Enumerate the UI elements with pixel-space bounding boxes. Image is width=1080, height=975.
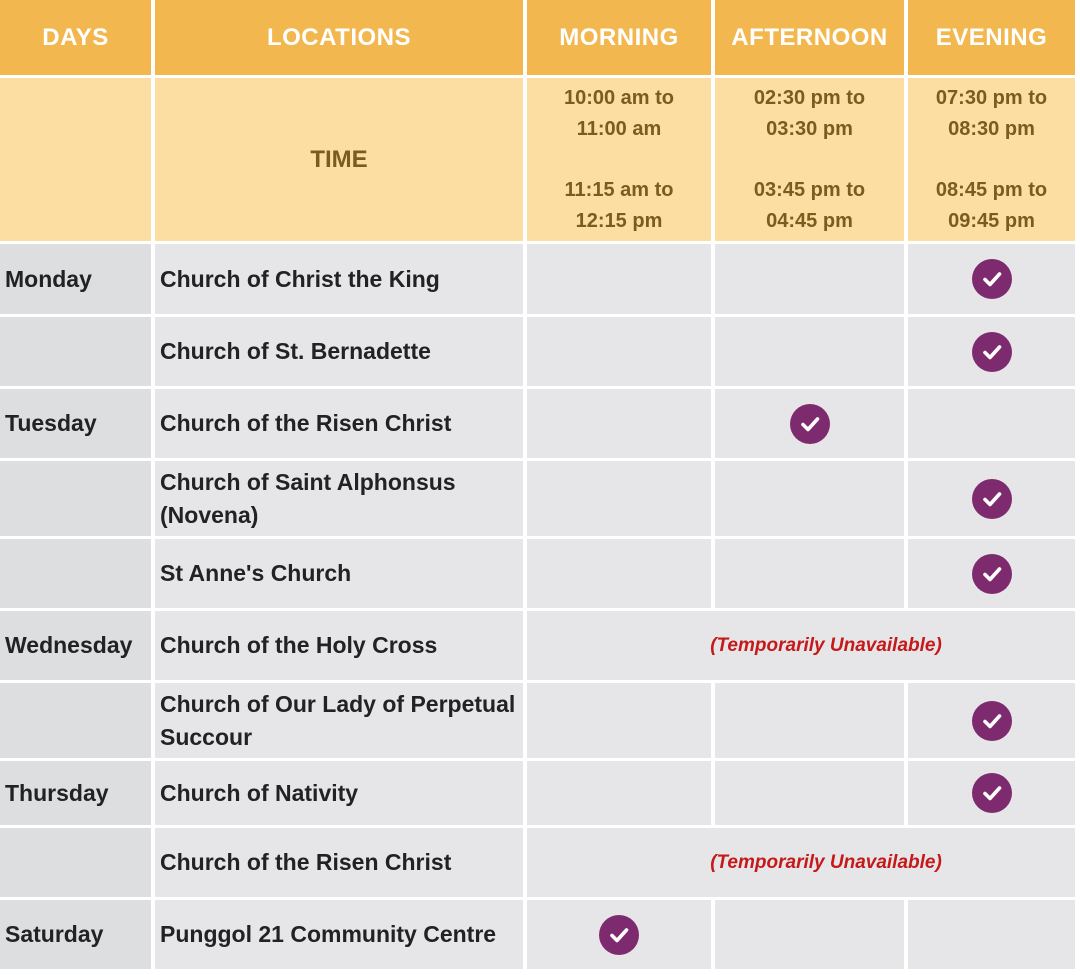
morning-slot-cell xyxy=(527,761,711,825)
day-cell: Wednesday xyxy=(0,611,151,680)
day-cell xyxy=(0,683,151,758)
time-empty-cell xyxy=(0,78,151,241)
check-circle-icon xyxy=(972,773,1012,813)
evening-slot-cell xyxy=(908,900,1075,969)
time-morning-slot-2: 11:15 am to 12:15 pm xyxy=(564,178,674,232)
morning-slot-cell xyxy=(527,461,711,536)
day-cell xyxy=(0,828,151,897)
afternoon-slot-cell xyxy=(715,900,904,969)
check-circle-icon xyxy=(972,259,1012,299)
afternoon-slot-cell xyxy=(715,761,904,825)
day-cell xyxy=(0,461,151,536)
location-cell: Church of the Risen Christ xyxy=(155,389,523,458)
evening-slot-cell xyxy=(908,683,1075,758)
check-circle-icon xyxy=(972,701,1012,741)
header-days: DAYS xyxy=(0,0,151,75)
afternoon-slot-cell xyxy=(715,539,904,608)
time-afternoon xyxy=(715,78,904,241)
morning-slot-cell xyxy=(527,683,711,758)
day-cell: Thursday xyxy=(0,761,151,825)
location-cell: Church of Our Lady of Perpetual Succour xyxy=(155,683,523,758)
check-circle-icon xyxy=(972,554,1012,594)
location-cell: Church of the Holy Cross xyxy=(155,611,523,680)
evening-slot-cell xyxy=(908,389,1075,458)
header-locations: LOCATIONS xyxy=(155,0,523,75)
location-cell: Church of Nativity xyxy=(155,761,523,825)
day-cell xyxy=(0,539,151,608)
afternoon-slot-cell xyxy=(715,317,904,386)
morning-slot-cell xyxy=(527,389,711,458)
check-circle-icon xyxy=(972,479,1012,519)
location-cell: Church of Saint Alphonsus (Novena) xyxy=(155,461,523,536)
day-cell xyxy=(0,317,151,386)
location-cell: Church of Christ the King xyxy=(155,244,523,314)
evening-slot-cell xyxy=(908,317,1075,386)
evening-slot-cell xyxy=(908,761,1075,825)
time-evening xyxy=(908,78,1075,241)
header-evening: EVENING xyxy=(908,0,1075,75)
unavailable-label: (Temporarily Unavailable) xyxy=(710,851,942,873)
time-afternoon-slot-1: 02:30 pm to 03:30 pm xyxy=(753,86,866,140)
location-cell: Church of the Risen Christ xyxy=(155,828,523,897)
afternoon-slot-cell xyxy=(715,461,904,536)
location-cell: Punggol 21 Community Centre xyxy=(155,900,523,969)
check-circle-icon xyxy=(790,404,830,444)
afternoon-slot-cell xyxy=(715,683,904,758)
evening-slot-cell xyxy=(908,461,1075,536)
time-evening-slot-1: 07:30 pm to 08:30 pm xyxy=(935,86,1048,140)
afternoon-slot-cell xyxy=(715,389,904,458)
evening-slot-cell xyxy=(908,539,1075,608)
time-afternoon-slot-2: 03:45 pm to 04:45 pm xyxy=(753,178,866,232)
location-cell: St Anne's Church xyxy=(155,539,523,608)
morning-slot-cell xyxy=(527,539,711,608)
day-cell: Tuesday xyxy=(0,389,151,458)
time-morning xyxy=(527,78,711,241)
time-evening-slot-2: 08:45 pm to 09:45 pm xyxy=(935,178,1048,232)
header-morning: MORNING xyxy=(527,0,711,75)
header-afternoon: AFTERNOON xyxy=(715,0,904,75)
morning-slot-cell xyxy=(527,244,711,314)
location-cell: Church of St. Bernadette xyxy=(155,317,523,386)
morning-slot-cell xyxy=(527,900,711,969)
morning-slot-cell xyxy=(527,317,711,386)
unavailable-label: (Temporarily Unavailable) xyxy=(710,634,942,656)
time-label: TIME xyxy=(155,78,523,241)
day-cell: Saturday xyxy=(0,900,151,969)
check-circle-icon xyxy=(972,332,1012,372)
afternoon-slot-cell xyxy=(715,244,904,314)
check-circle-icon xyxy=(599,915,639,955)
evening-slot-cell xyxy=(908,244,1075,314)
day-cell: Monday xyxy=(0,244,151,314)
unavailable-cell xyxy=(527,828,1075,897)
time-morning-slot-1: 10:00 am to 11:00 am xyxy=(563,86,675,140)
unavailable-cell xyxy=(527,611,1075,680)
